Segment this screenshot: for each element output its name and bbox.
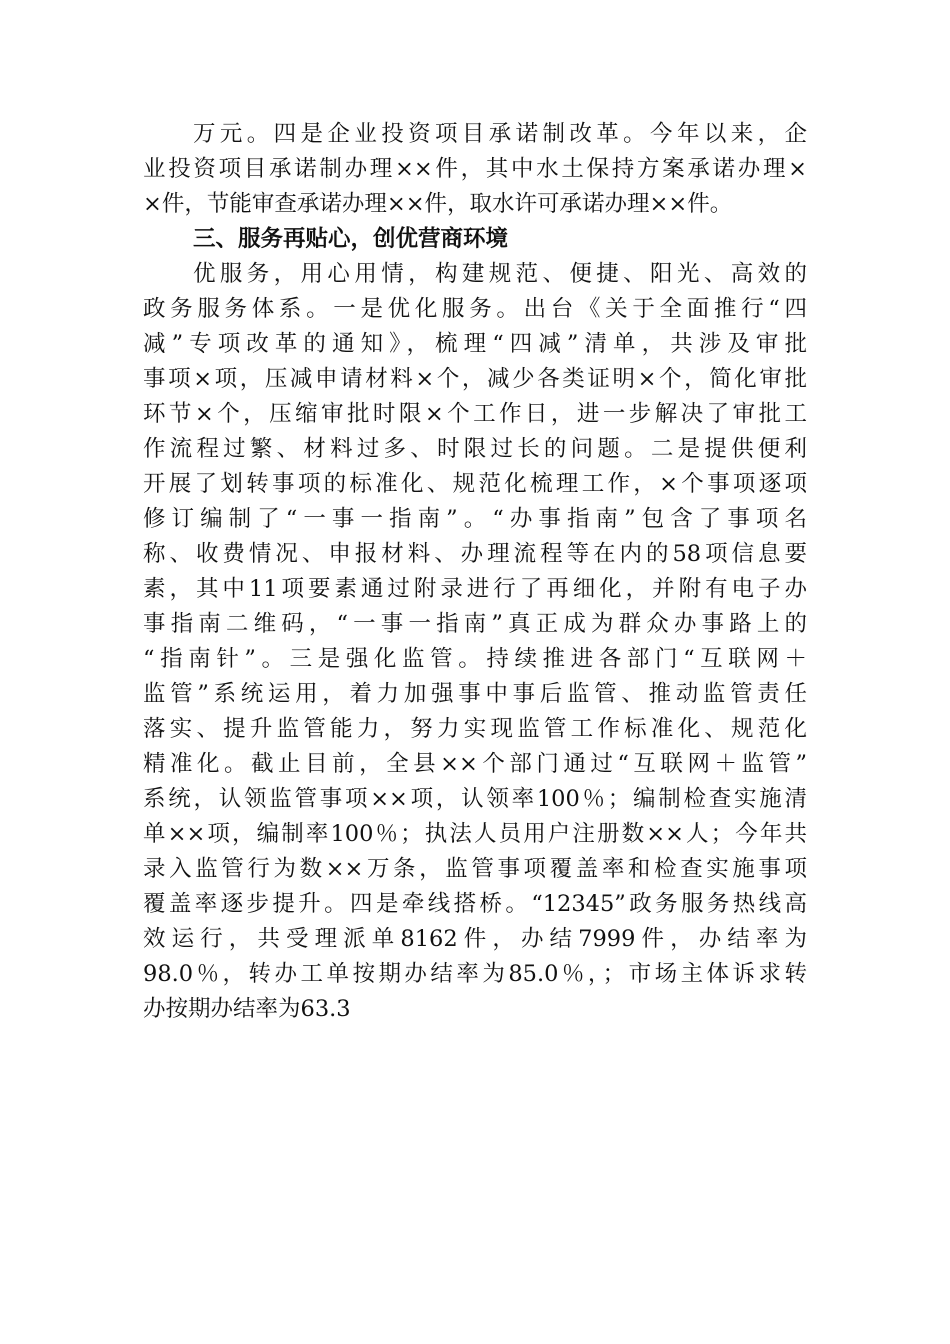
paragraph-line: 落实、提升监管能力，努力实现监管工作标准化、规范化 bbox=[143, 716, 807, 742]
paragraph-line: 素，其中11项要素通过附录进行了再细化，并附有电子办 bbox=[143, 576, 807, 602]
paragraph-line: 效运行，共受理派单8162件，办结7999件，办结率为 bbox=[143, 926, 807, 952]
paragraph-line: 单××项，编制率100％；执法人员用户注册数××人；今年共 bbox=[143, 821, 807, 847]
paragraph-line: 录入监管行为数××万条，监管事项覆盖率和检查实施事项 bbox=[143, 856, 807, 882]
paragraph-line: 精准化。截止目前，全县××个部门通过“互联网＋监管” bbox=[143, 751, 807, 777]
paragraph-line: ×件，节能审查承诺办理××件，取水许可承诺办理××件。 bbox=[143, 191, 733, 217]
paragraph-line: 修订编制了“一事一指南”。“办事指南”包含了事项名 bbox=[143, 506, 807, 532]
paragraph-line: 事项×项，压减申请材料×个，减少各类证明×个，简化审批 bbox=[143, 366, 807, 392]
paragraph-line: 优服务，用心用情，构建规范、便捷、阳光、高效的 bbox=[193, 261, 807, 287]
document-body bbox=[143, 117, 807, 1027]
paragraph-line: 环节×个，压缩审批时限×个工作日，进一步解决了审批工 bbox=[143, 401, 807, 427]
paragraph-line: “指南针”。三是强化监管。持续推进各部门“互联网＋ bbox=[143, 646, 807, 672]
section-heading: 三、服务再贴心，创优营商环境 bbox=[193, 226, 509, 252]
paragraph-line: 办按期办结率为63.3 bbox=[143, 996, 351, 1022]
paragraph-line: 业投资项目承诺制办理××件，其中水土保持方案承诺办理× bbox=[143, 156, 807, 182]
paragraph-line: 监管”系统运用，着力加强事中事后监管、推动监管责任 bbox=[143, 681, 807, 707]
paragraph-line: 政务服务体系。一是优化服务。出台《关于全面推行“四 bbox=[143, 296, 807, 322]
paragraph-line: 开展了划转事项的标准化、规范化梳理工作，×个事项逐项 bbox=[143, 471, 807, 497]
paragraph-line: 减”专项改革的通知》，梳理“四减”清单，共涉及审批 bbox=[143, 331, 807, 357]
paragraph-line: 称、收费情况、申报材料、办理流程等在内的58项信息要 bbox=[143, 541, 807, 567]
paragraph-line: 作流程过繁、材料过多、时限过长的问题。二是提供便利 bbox=[143, 436, 807, 462]
paragraph-line: 98.0％，转办工单按期办结率为85.0％，；市场主体诉求转 bbox=[143, 961, 807, 987]
paragraph-line: 万元。四是企业投资项目承诺制改革。今年以来，企 bbox=[193, 121, 807, 147]
paragraph-line: 系统，认领监管事项××项，认领率100％；编制检查实施清 bbox=[143, 786, 807, 812]
paragraph-line: 覆盖率逐步提升。四是牵线搭桥。“12345”政务服务热线高 bbox=[143, 891, 807, 917]
paragraph-line: 事指南二维码，“一事一指南”真正成为群众办事路上的 bbox=[143, 611, 807, 637]
